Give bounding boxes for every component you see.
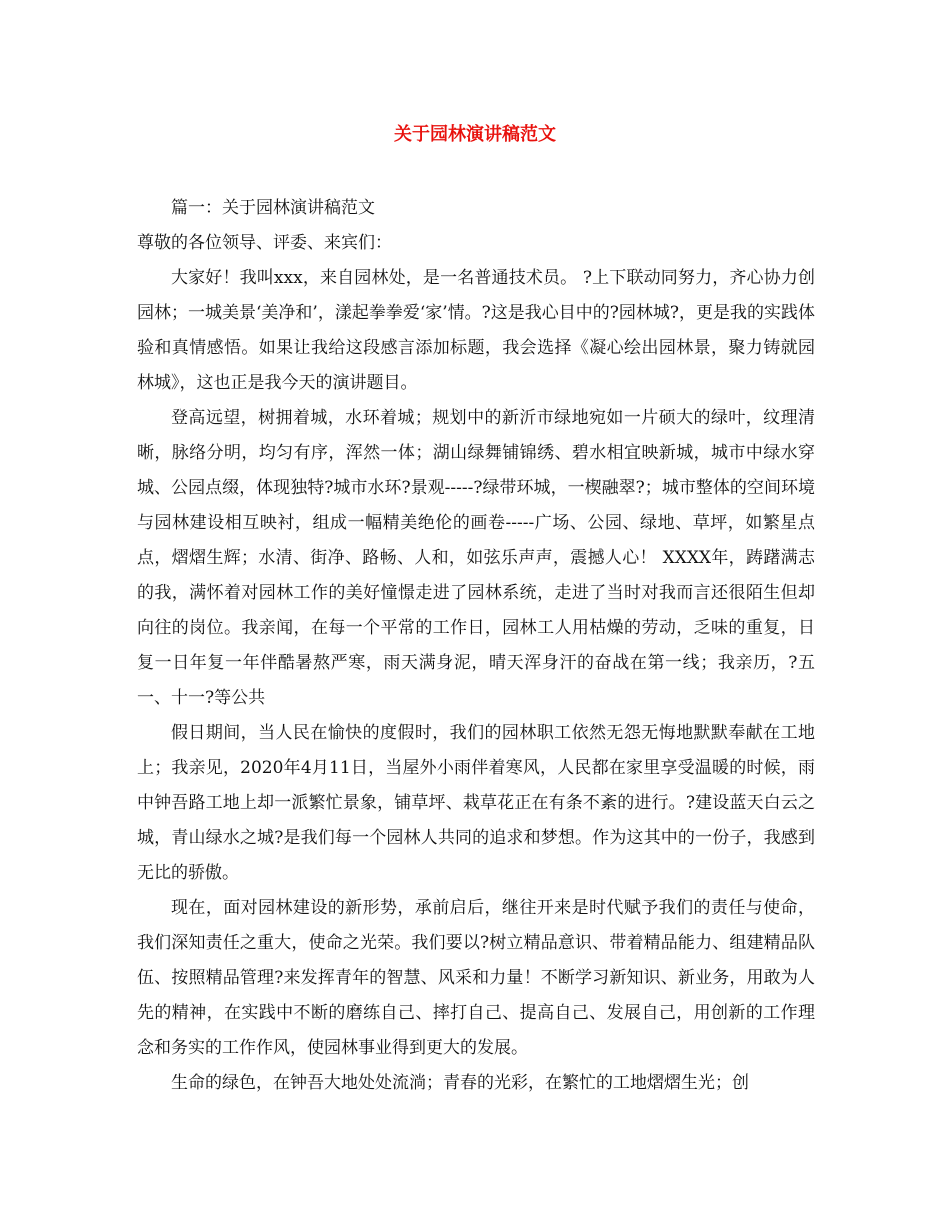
- document-body: [137, 191, 815, 1101]
- paragraph-city-view: 登高远望，树拥着城，水环着城；规划中的新沂市绿地宛如一片硕大的绿叶，纹理清晰，脉络分明，均匀有序，浑然一体；湖山绿舞铺锦绣、碧水相宜映新城，城市中绿水穿城、公园点缀，体现独特?城市水环?景观-----?绿带环城，一楔融翠?；城市整体的空间环境与园林建设相互映衬，组成一幅精美绝伦的画卷-----广场、公园、绿地、草坪，如繁星点点，熠熠生辉；水清、街净、路畅、人和，如弦乐声声，震撼人心！ XXXX年，踌躇满志的我，满怀着对园林工作的美好憧憬走进了园林系统，走进了当时对我而言还很陌生但却向往的岗位。我亲闻，在每一个平常的工作日，园林工人用枯燥的劳动，乏味的重复，日复一日年复一年伴酷暑熬严寒，雨天满身泥，晴天浑身汗的奋战在第一线；我亲历，?五一、十一?等公共: [137, 408, 815, 708]
- paragraph-mission: 现在，面对园林建设的新形势，承前启后，继往开来是时代赋予我们的责任与使命，我们深知责任之重大，使命之光荣。我们要以?树立精品意识、带着精品能力、组建精品队伍、按照精品管理?来发挥青年的智慧、风采和力量！不断学习新知识、新业务，用敢为人先的精神，在实践中不断的磨练自己、摔打自己、提高自己、发展自己，用创新的工作理念和务实的工作作风，使园林事业得到更大的发展。: [137, 898, 815, 1058]
- paragraph-closing: 生命的绿色，在钟吾大地处处流淌；青春的光彩，在繁忙的工地熠熠生光；创: [171, 1073, 749, 1093]
- salutation: 尊敬的各位领导、评委、来宾们：: [137, 233, 392, 253]
- document-title: 关于园林演讲稿范文: [394, 124, 556, 145]
- paragraph-holiday: 假日期间，当人民在愉快的度假时，我们的园林职工依然无怨无悔地默默奉献在工地上；我亲见，2020年4月11日，当屋外小雨伴着寒风，人民都在家里享受温暖的时候，雨中钟吾路工地上却一派繁忙景象，铺草坪、栽草花正在有条不紊的进行。?建设蓝天白云之城，青山绿水之城?是我们每一个园林人共同的追求和梦想。作为这其中的一份子，我感到无比的骄傲。: [137, 723, 815, 883]
- section-heading: 篇一：关于园林演讲稿范文: [171, 198, 375, 218]
- paragraph-intro: 大家好！我叫xxx，来自园林处，是一名普通技术员。 ?上下联动同努力，齐心协力创园林；一城美景‘美净和’，漾起拳拳爱‘家’情。?这是我心目中的?园林城?，更是我的实践体验和真情感悟。如果让我给这段感言添加标题，我会选择《凝心绘出园林景，聚力铸就园林城》，这也正是我今天的演讲题目。: [137, 268, 815, 393]
